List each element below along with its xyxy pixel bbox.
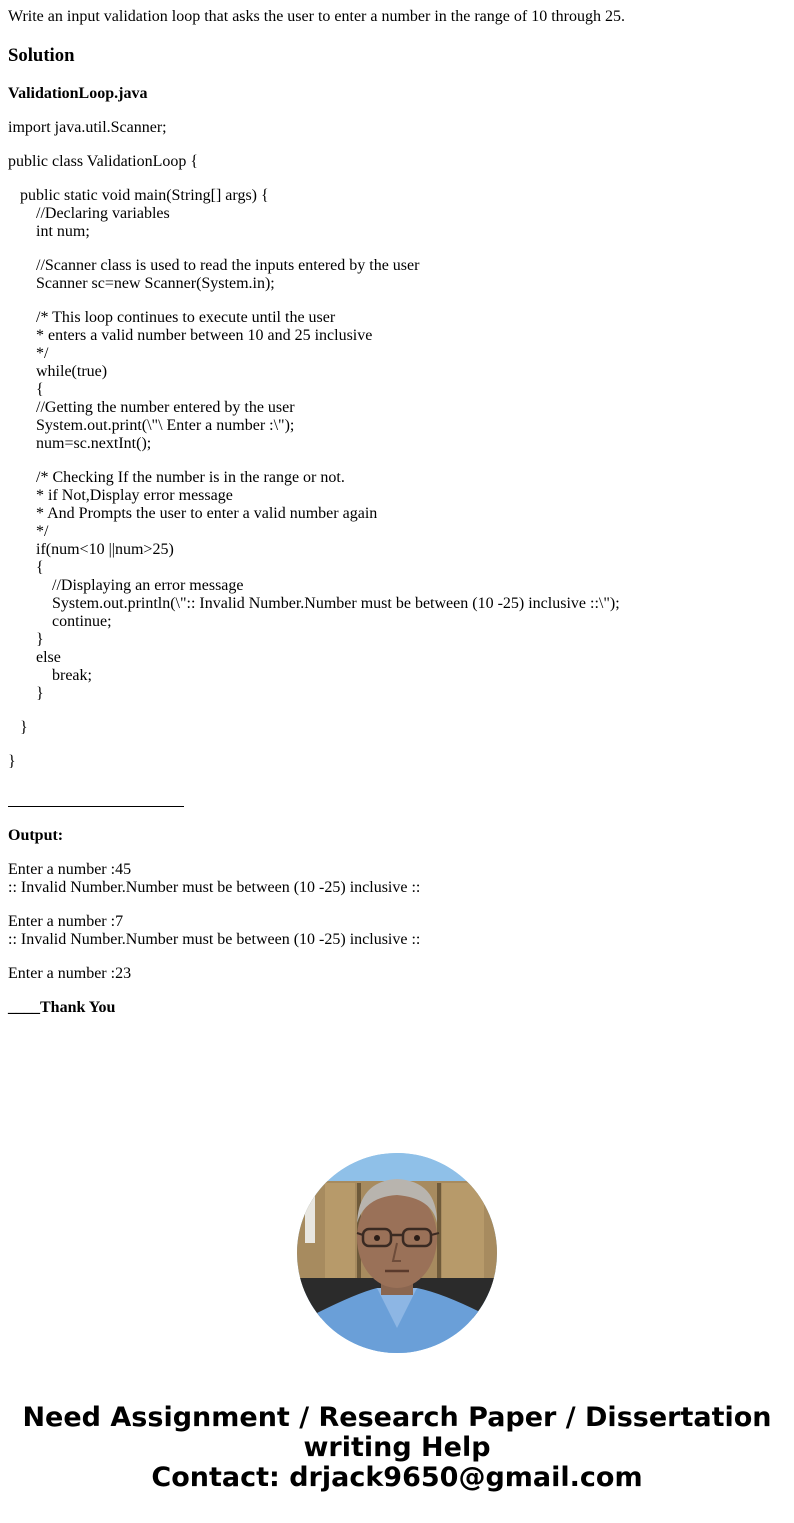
- file-name: ValidationLoop.java: [8, 85, 148, 102]
- code-line: }: [36, 631, 44, 648]
- output-line: :: Invalid Number.Number must be between (10 -25) inclusive ::: [8, 931, 421, 948]
- code-line: * And Prompts the user to enter a valid number again: [36, 505, 378, 522]
- thank-you-underline: ____: [8, 999, 40, 1016]
- code-line: //Declaring variables: [36, 205, 170, 222]
- output-line: Enter a number :7: [8, 913, 124, 930]
- divider: [8, 806, 184, 807]
- code-blank-line: [8, 171, 620, 187]
- promo-contact: Contact: drjack9650@gmail.com: [151, 1462, 643, 1493]
- code-line: {: [36, 559, 44, 576]
- code-line: /* This loop continues to execute until the user: [36, 309, 336, 326]
- code-blank-line: [8, 737, 620, 753]
- code-line: * enters a valid number between 10 and 25 inclusive: [36, 327, 373, 344]
- output-blank-line: [8, 897, 420, 913]
- thank-you-text: Thank You: [40, 999, 116, 1016]
- code-line: int num;: [36, 223, 90, 240]
- code-line: }: [8, 753, 16, 770]
- promo-line-1: Need Assignment / Research Paper / Dissertation: [22, 1402, 772, 1433]
- code-line: * if Not,Display error message: [36, 487, 233, 504]
- output-line: Enter a number :45: [8, 861, 132, 878]
- thank-you: [8, 999, 115, 1017]
- code-blank-line: [8, 137, 620, 153]
- code-line: //Displaying an error message: [52, 577, 244, 594]
- code-line: while(true): [36, 363, 108, 380]
- portrait-icon: [297, 1153, 497, 1353]
- code-line: continue;: [52, 613, 112, 630]
- promo-line-2: writing Help: [303, 1432, 491, 1463]
- code-line: //Getting the number entered by the user: [36, 399, 295, 416]
- code-line: public class ValidationLoop {: [8, 153, 199, 170]
- code-listing: [8, 119, 620, 771]
- code-line: }: [36, 685, 44, 702]
- code-line: System.out.println(\":: Invalid Number.Number must be between (10 -25) inclusive ::\");: [52, 595, 620, 612]
- code-line: System.out.print(\"\ Enter a number :\");: [36, 417, 295, 434]
- question-text: Write an input validation loop that asks the user to enter a number in the range of 10 through 25.: [8, 8, 625, 25]
- program-output: [8, 861, 420, 983]
- code-line: import java.util.Scanner;: [8, 119, 167, 136]
- code-line: */: [36, 523, 49, 540]
- code-blank-line: [8, 453, 620, 469]
- code-blank-line: [8, 293, 620, 309]
- code-line: Scanner sc=new Scanner(System.in);: [36, 275, 275, 292]
- code-line: */: [36, 345, 49, 362]
- code-blank-line: [8, 241, 620, 257]
- code-line: {: [36, 381, 44, 398]
- code-line: }: [20, 719, 28, 736]
- code-line: public static void main(String[] args) {: [20, 187, 269, 204]
- code-line: /* Checking If the number is in the range or not.: [36, 469, 345, 486]
- output-label: Output:: [8, 827, 64, 844]
- output-line: Enter a number :23: [8, 965, 132, 982]
- output-blank-line: [8, 949, 420, 965]
- code-line: if(num<10 ||num>25): [36, 541, 174, 558]
- promo-banner: [0, 1403, 794, 1493]
- code-line: //Scanner class is used to read the inputs entered by the user: [36, 257, 420, 274]
- code-line: num=sc.nextInt();: [36, 435, 152, 452]
- code-line: break;: [52, 667, 92, 684]
- code-line: else: [36, 649, 61, 666]
- author-avatar: [297, 1153, 497, 1353]
- code-blank-line: [8, 703, 620, 719]
- solution-heading: Solution: [8, 45, 75, 66]
- output-line: :: Invalid Number.Number must be between (10 -25) inclusive ::: [8, 879, 421, 896]
